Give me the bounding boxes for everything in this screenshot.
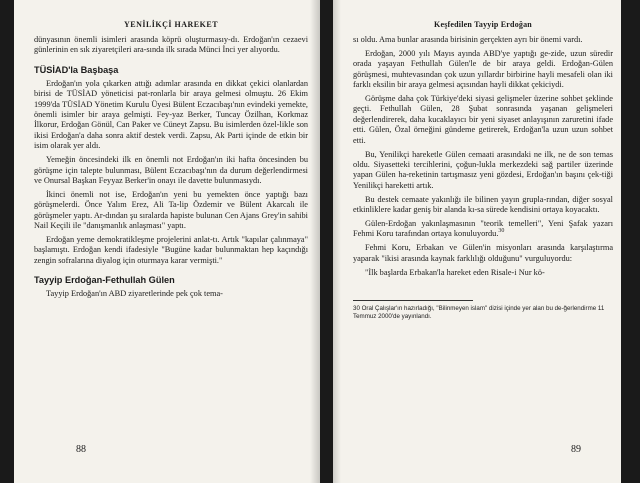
paragraph: Görüşme daha çok Türkiye'deki siyasi gelişmeler üzerine sohbet şeklinde geçti. Fethullah Gülen, 28 Şubat sonrasında yaşanan gelişmeleri değerlendirerek, daha kucaklayıcı bir yeni siyaset anlayışının zaruretini ifade etti. Gülen, Özal örneğini gündeme getirerek, Erdoğan'la uzun uzun sohbet etti. xyxy=(353,94,613,145)
paragraph: İkinci önemli not ise, Erdoğan'ın yeni bu yemekten önce yaptığı bazı görüşmelerdi. Önce Yalım Erez, Ali Ta-lip Özdemir ve Bülent Akarcalı ile görüşmeler yaptı. Ar-dından şu sıralarda hapiste bulunan Cen Ajans Grey'in sahibi Nail Keçili ile "danışmanlık anlaşması" yaptı. xyxy=(34,189,308,231)
paragraph: Bu destek cemaate yakınlığı ile bilinen yayın grupla-rından, diğer sosyal etkinliklere kadar geniş bir alanda kı-sa sürede kendisini ortaya koyacaktı. xyxy=(353,194,613,215)
paragraph: Fehmi Koru, Erbakan ve Gülen'in misyonları arasında karşılaştırma yaparak "ikisi arasında kaynak farklılığı olduğunu" vurguluyordu: xyxy=(353,243,613,263)
paragraph: dünyasının önemli isimleri arasında köprü oluşturmasıy-dı. Erdoğan'ın cezaevi günlerinin en sık ziyaretçileri ara-sında ilk sırada Münci İnci yer alıyordu. xyxy=(34,35,308,55)
right-page xyxy=(333,0,621,483)
paragraph: Tayyip Erdoğan'ın ABD ziyaretlerinde pek çok tema- xyxy=(46,289,223,299)
left-page xyxy=(14,0,320,483)
paragraph: Yemeğin öncesindeki ilk en önemli not Erdoğan'ın iki hafta öncesinden bu görüşme için talepte bulunması, Bülent Eczacıbaşı'nın da durum değerlendirmesi ve Onursal Başkan Feyyaz Berker'in onayı ile davette bulunmasıydı. xyxy=(34,155,308,185)
footnote-ref: 30 xyxy=(498,228,505,235)
footnote-rule xyxy=(353,300,473,301)
paragraph: Bu, Yenilikçi hareketle Gülen cemaati arasındaki ne ilk, ne de son temas oldu. Siyasetteki tercihlerini, çoğun-lukla merkezdeki sağ partiler üzerinde yapan Gülen ha-reketinin tartışmasız yeni gözdesi, Erdoğan'ın başını çek-tiği Yenilikçi hareketti artık. xyxy=(353,149,613,190)
paragraph: sı oldu. Ama bunlar arasında birisinin gerçekten ayrı bir önemi vardı. xyxy=(353,35,583,44)
paragraph: Erdoğan'ın yola çıkarken attığı adımlar arasında en dikkat çekici olanlardan birisi de TÜSİAD yöneticisi pat-ronlarla bir araya gelmesi olmuştu. 26 Ekim 1999'da TÜSİAD Yönetim Kurulu Üyesi Bülent Eczacıbaşı'nın evindeki yemekte, önemli isimler bir araya gelmişti. Fey-yaz Berker, Tuncay Özilhan, Korkmaz İlkorur, Erdoğan Gönül, Can Paker ve Cüneyt Zapsu. Bu isimlerden özel-likle son ikisi Erdoğan'a daha sonra aktif destek verdi. Zapsu, Ak Parti içinde de etkin bir isim olarak yer aldı. xyxy=(34,78,308,151)
page-number: 88 xyxy=(76,444,86,455)
gutter-shadow xyxy=(333,0,341,483)
paragraph-with-note xyxy=(353,219,613,240)
footnote: 30 Oral Çalışlar'ın hazırladığı, "Bilinmeyen islam" dizisi içinde yer alan bu de-ğerlendirme 11 Temmuz 2000'de yayınlandı. xyxy=(353,305,605,321)
gutter-shadow xyxy=(310,0,320,483)
paragraph: Erdoğan yeme demokratikleşme projelerini anlat-tı. Artık "kapılar çalınmaya" başlamıştı. Erdoğan kendi ifadesiyle "Bugüne kadar bulunmaktan hep kaçındığı zengin sofralarına diyalog için oturmaya karar vermişti." xyxy=(34,235,308,265)
page-number: 89 xyxy=(571,444,581,455)
paragraph: "İlk başlarda Erbakan'la hareket eden Risale-i Nur kö- xyxy=(365,267,545,277)
running-head: Keşfedilen Tayyip Erdoğan xyxy=(434,20,532,29)
paragraph-text: Gülen-Erdoğan yakınlaşmasının "teorik temelleri", Yeni Şafak yazarı Fehmi Koru tarafından ortaya konuluyordu. xyxy=(353,219,613,239)
section-heading: TÜSİAD'la Başbaşa xyxy=(34,64,119,75)
paragraph: Erdoğan, 2000 yılı Mayıs ayında ABD'ye yaptığı ge-zide, uzun süredir orada yaşayan Fethullah Gülen'le de bir araya geldi. Erdoğan-Gülen görüşmesi, muhtevasından çok uzun yıllardır birbirine hayli mesafeli olan iki farklı eksilin bir araya gelmesi açısından hayli dikkat çekiciydi. xyxy=(353,48,613,90)
section-heading: Tayyip Erdoğan-Fethullah Gülen xyxy=(34,275,175,286)
running-head: YENİLİKÇİ HAREKET xyxy=(123,20,219,29)
